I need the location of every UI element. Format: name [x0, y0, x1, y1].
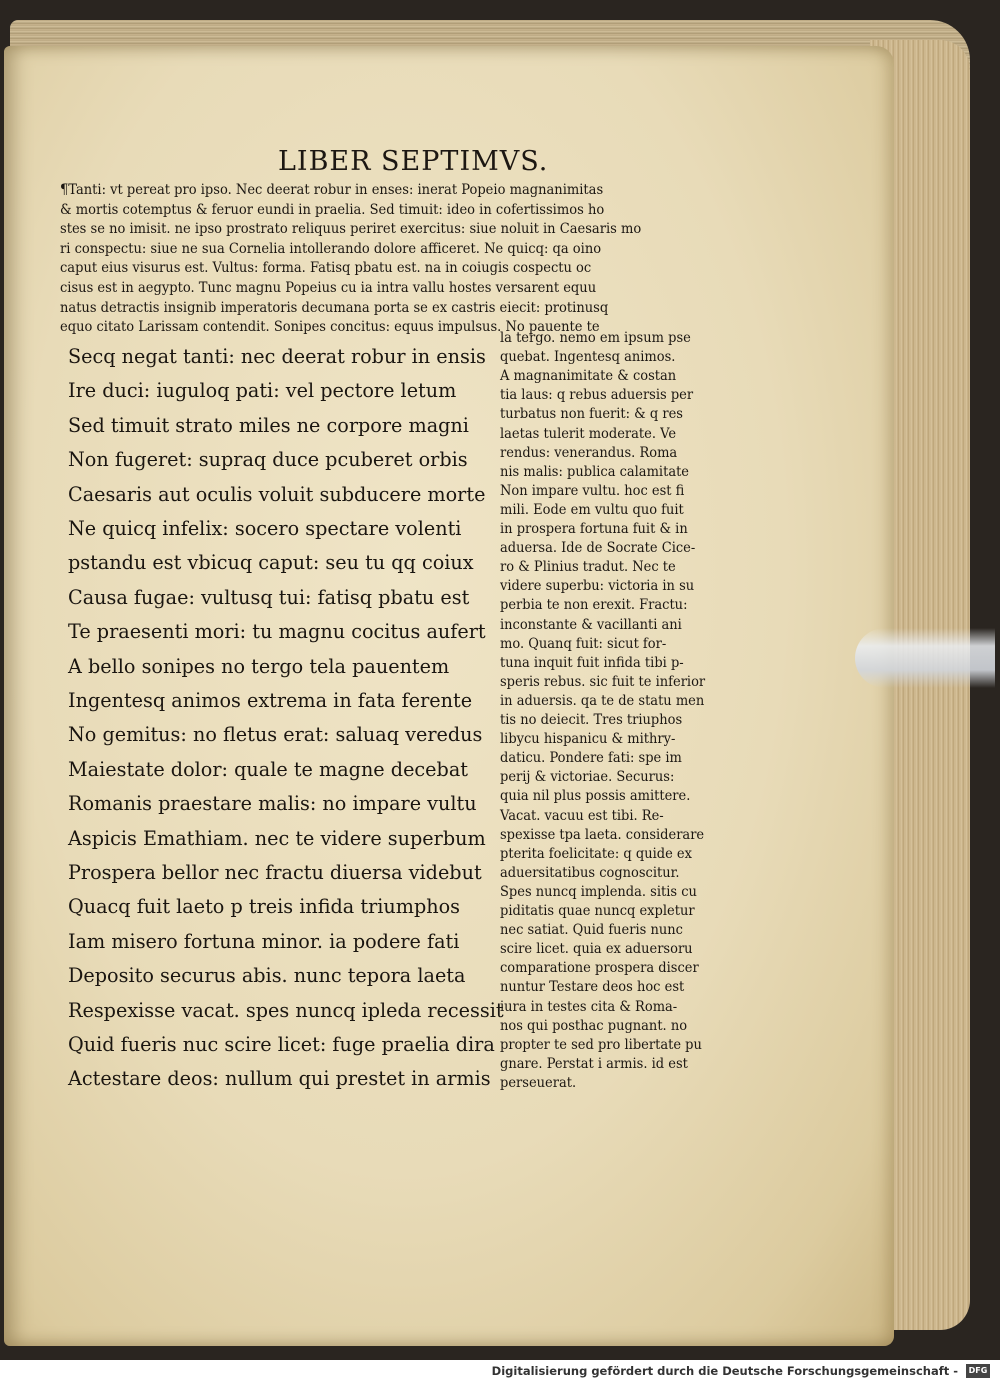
- gloss-line: speris rebus. sic fuit te inferior: [500, 673, 706, 690]
- gloss-line: turbatus non fuerit: & q res: [500, 406, 683, 423]
- gloss-line: ro & Plinius tradut. Nec te: [500, 559, 676, 576]
- verses-line: Iam misero fortuna minor. ia podere fati: [68, 928, 460, 953]
- verses-line: Ne quicq infelix: socero spectare volenti: [68, 516, 462, 540]
- gloss-line: quebat. Ingentesq animos.: [500, 349, 676, 366]
- verses-line: Maiestate dolor: quale te magne decebat: [68, 756, 469, 781]
- commentary-line: ri conspectu: siue ne sua Cornelia intollerando dolore afficeret. Ne quicq: qa oino: [60, 240, 602, 257]
- verses-line: No gemitus: no fletus erat: saluaq veredus: [68, 722, 483, 747]
- gloss-line: Non impare vultu. hoc est fi: [500, 482, 685, 499]
- verses-line: Secq negat tanti: nec deerat robur in ensis: [68, 344, 486, 368]
- verses-line: Ingentesq animos extrema in fata ferente: [68, 688, 473, 712]
- gloss-line: videre superbu: victoria in su: [500, 578, 695, 595]
- verses-line: Respexisse vacat. spes nuncq ipleda recessit: [68, 997, 504, 1022]
- commentary-line: & mortis cotemptus & feruor eundi in praelia. Sed timuit: ideo in cofertissimos ho: [60, 201, 605, 218]
- gloss-line: scire licet. quia ex aduersoru: [500, 941, 693, 958]
- verses-line: A bello sonipes no tergo tela pauentem: [68, 653, 450, 678]
- gloss-line: inconstante & vacillanti ani: [500, 616, 682, 633]
- verses-line: Ire duci: iuguloq pati: vel pectore letum: [68, 378, 457, 403]
- verses-line: Quacq fuit laeto p treis infida triumphos: [68, 894, 461, 919]
- gloss-line: tuna inquit fuit infida tibi p-: [500, 654, 684, 671]
- gloss-line: comparatione prospera discer: [500, 960, 699, 977]
- bookmark-strip: [855, 628, 995, 688]
- running-head: LIBER SEPTIMVS.: [278, 146, 549, 177]
- verses-line: Non fugeret: supraq duce pcuberet orbis: [68, 447, 468, 472]
- gloss-line: tis no deiecit. Tres triuphos: [500, 712, 683, 728]
- verses-line: Prospera bellor nec fractu diuersa videbut: [68, 860, 482, 884]
- gloss-line: A magnanimitate & costan: [500, 368, 677, 385]
- funding-credit: Digitalisierung gefördert durch die Deutsche Forschungsgemeinschaft -: [491, 1364, 958, 1378]
- gloss-line: mo. Quanq fuit: sicut for-: [500, 635, 667, 652]
- gloss-line: rendus: venerandus. Roma: [500, 444, 678, 461]
- verses-line: Actestare deos: nullum qui prestet in armis: [68, 1066, 491, 1091]
- gloss-line: la tergo. nemo em ipsum pse: [500, 330, 691, 346]
- gloss-line: aduersitatibus cognoscitur.: [500, 864, 680, 881]
- gloss-line: libycu hispanicu & mithry-: [500, 731, 676, 748]
- gloss-line: propter te sed pro libertate pu: [500, 1036, 702, 1053]
- verses-line: Quid fueris nuc scire licet: fuge praelia dira: [68, 1032, 495, 1056]
- gloss-line: nuntur Testare deos hoc est: [500, 979, 685, 996]
- gloss-line: perij & victoriae. Securus:: [500, 769, 675, 786]
- gloss-line: nos qui posthac pugnant. no: [500, 1017, 688, 1034]
- commentary-line: ¶Tanti: vt pereat pro ipso. Nec deerat robur in enses: inerat Popeio magnanimitas: [60, 182, 604, 198]
- gloss-line: mili. Eode em vultu quo fuit: [500, 501, 684, 518]
- gloss-line: in aduersis. qa te de statu men: [500, 692, 705, 709]
- gloss-line: gnare. Perstat i armis. id est: [500, 1055, 688, 1072]
- commentary-line: caput eius visurus est. Vultus: forma. Fatisq pbatu est. na in coiugis cospectu oc: [60, 260, 592, 277]
- verses-line: Sed timuit strato miles ne corpore magni: [68, 412, 469, 437]
- gloss-line: nec satiat. Quid fueris nunc: [500, 922, 683, 939]
- gloss-line: nis malis: publica calamitate: [500, 463, 690, 480]
- gloss-line: pterita foelicitate: q quide ex: [500, 845, 692, 862]
- verses-line: pstandu est vbicuq caput: seu tu qq coiux: [68, 550, 474, 575]
- verses-line: Caesaris aut oculis voluit subducere morte: [68, 481, 486, 506]
- commentary-line: equo citato Larissam contendit. Sonipes concitus: equus impulsus. No pauente te: [60, 319, 600, 336]
- verses-line: Te praesenti mori: tu magnu cocitus aufert: [68, 619, 486, 644]
- gloss-line: daticu. Pondere fati: spe im: [500, 750, 682, 767]
- verses-line: Romanis praestare malis: no impare vultu: [68, 791, 477, 816]
- gloss-line: quia nil plus possis amittere.: [500, 788, 691, 805]
- commentary-line: stes se no imisit. ne ipso prostrato reliquus periret exercitus: siue noluit in Caesaris mo: [60, 221, 642, 238]
- commentary-line: natus detractis insignib imperatoris decumana porta se ex castris eiecit: protinusq: [60, 299, 609, 316]
- dfg-logo: DFG: [966, 1364, 990, 1378]
- gloss-line: perseuerat.: [500, 1074, 577, 1091]
- gloss-line: in prospera fortuna fuit & in: [500, 521, 688, 537]
- gloss-line: perbia te non erexit. Fractu:: [500, 597, 688, 614]
- gloss-line: spexisse tpa laeta. considerare: [500, 826, 705, 843]
- gloss-line: aduersa. Ide de Socrate Cice-: [500, 540, 696, 557]
- gloss-line: Vacat. vacuu est tibi. Re-: [500, 807, 664, 824]
- verses-line: Deposito securus abis. nunc tepora laeta: [68, 963, 466, 988]
- gloss-line: Spes nuncq implenda. sitis cu: [500, 883, 697, 900]
- gloss-line: iura in testes cita & Roma-: [500, 998, 678, 1015]
- gloss-line: piditatis quae nuncq expletur: [500, 903, 695, 919]
- verses-line: Causa fugae: vultusq tui: fatisq pbatu est: [68, 584, 470, 609]
- commentary-line: cisus est in aegypto. Tunc magnu Popeius cu ia intra vallu hostes versarent equu: [60, 280, 597, 296]
- gloss-line: laetas tulerit moderate. Ve: [500, 425, 677, 442]
- verses-line: Aspicis Emathiam. nec te videre superbum: [68, 825, 486, 850]
- gloss-line: tia laus: q rebus aduersis per: [500, 387, 694, 404]
